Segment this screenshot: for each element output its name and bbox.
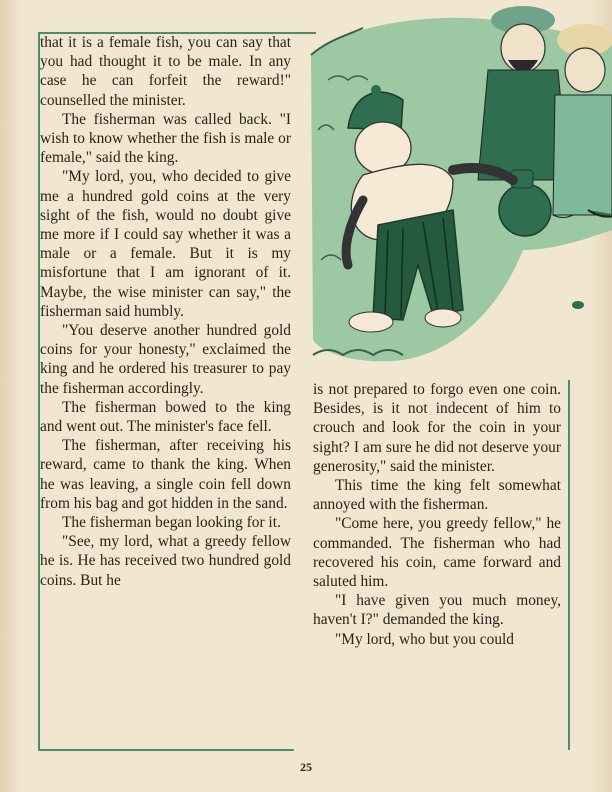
right-column-paragraph: "I have given you much money, haven't I?" demanded the king. xyxy=(313,592,561,629)
left-bottom-rule xyxy=(38,749,294,751)
left-column-paragraph: The fisherman was called back. "I wish to know whether the fish is male or female," said the king. xyxy=(40,110,291,167)
right-vertical-rule xyxy=(568,380,570,750)
right-column-paragraph: is not prepared to forgo even one coin. Besides, is it not indecent of him to crouch and look for the coin in your sight? I am sure he did not deserve your generosity," said the minister. xyxy=(313,381,561,475)
fisherman-illustration xyxy=(303,0,612,370)
left-column-paragraph: The fisherman began looking for it. xyxy=(62,514,281,532)
left-column-paragraph: "My lord, you, who decided to give me a hundred gold coins at the very sight of the fish, would no doubt give me more if I could say whether it was a male or a female. But it is my misfortune that I am ignorant of it. Maybe, the wise minister can say," the fisherman said humbly. xyxy=(40,168,291,320)
right-text-column xyxy=(313,380,561,649)
page-number: 25 xyxy=(300,760,312,774)
left-column-paragraph: "See, my lord, what a greedy fellow he is. He has received two hundred gold coins. But he xyxy=(40,533,291,589)
left-text-column xyxy=(40,33,291,590)
left-column-paragraph: The fisherman, after receiving his reward, came to thank the king. When he was leaving, a single coin fell down from his bag and got hidden in the sand. xyxy=(40,437,291,512)
left-column-paragraph: The fisherman bowed to the king and went out. The minister's face fell. xyxy=(40,398,291,436)
left-column-paragraph: that it is a female fish, you can say that you had thought it to be male. In any case he can forfeit the reward!" counselled the minister. xyxy=(40,34,291,109)
right-column-paragraph: This time the king felt somewhat annoyed with the fisherman. xyxy=(313,477,561,514)
left-column-paragraph: "You deserve another hundred gold coins for your honesty," exclaimed the king and he ordered his treasurer to pay the fisherman accordingly. xyxy=(40,322,291,397)
right-column-paragraph: "My lord, who but you could xyxy=(335,630,514,648)
right-column-paragraph: "Come here, you greedy fellow," he commanded. The fisherman who had recovered his coin, came forward and saluted him. xyxy=(313,515,561,591)
